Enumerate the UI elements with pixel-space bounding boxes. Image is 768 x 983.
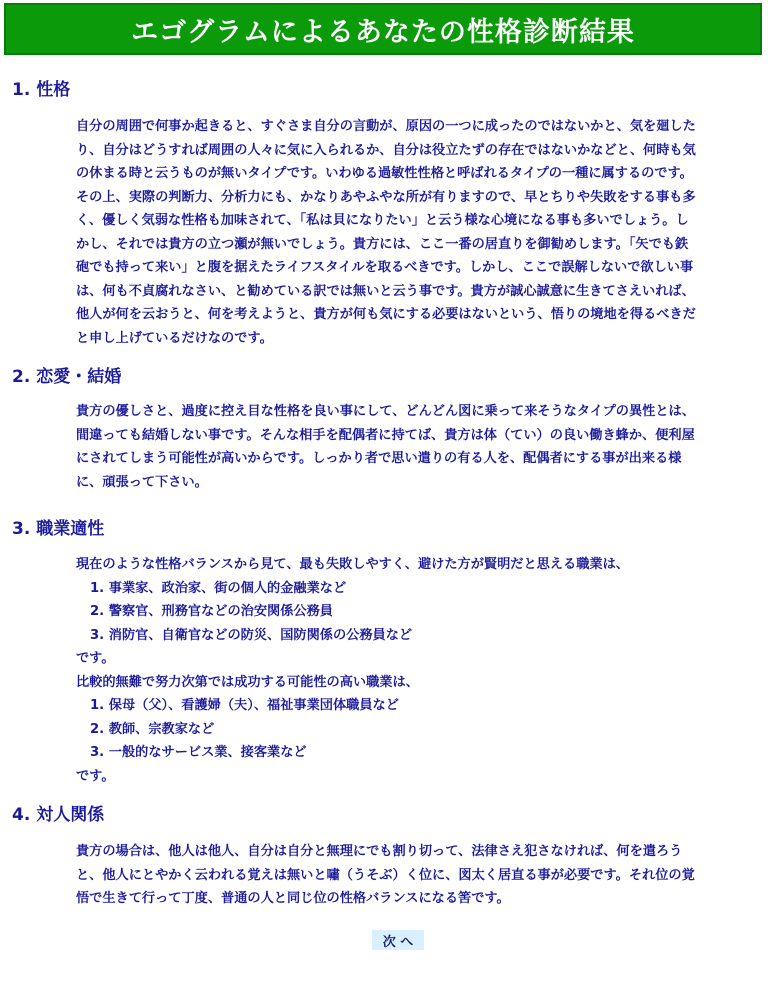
section-body-career [76, 553, 752, 788]
body-line: にされてしまう可能性が高いからです。しっかり者で思い遣りの有る人を、配偶者にする事が出来る様 [76, 451, 682, 466]
body-line: は、何も不貞腐れなさい、と勧めている訳では無いと云う事です。貴方が誠心誠意に生きてさえいれば、 [76, 283, 695, 299]
section-heading-personality: 1. 性格 [12, 80, 71, 100]
body-line: です。 [76, 651, 115, 666]
body-line: 貴方の場合は、他人は他人、自分は自分と無理にでも割り切って、法律さえ犯さなければ、何を遣ろう [76, 844, 683, 859]
body-line: 現在のような性格バランスから見て、最も失敗しやすく、避けた方が賢明だと思える職業は、 [76, 557, 629, 572]
next-button[interactable]: 次 へ [372, 930, 424, 950]
body-line: です。 [76, 768, 115, 784]
body-line: り、自分はどうすれば周囲の人々に気に入られるか、自分は役立たずの存在ではないかなどと、何時も気 [76, 142, 696, 158]
section-heading-love-marriage: 2. 恋愛・結婚 [12, 367, 122, 387]
body-line: 砲でも持って来い」と腹を据えたライフスタイルを取るべきです。しかし、ここで誤解しないで欲しい事 [76, 260, 694, 275]
section-body-relationships [76, 840, 752, 911]
body-line: く、優しく気弱な性格も加味されて、「私は貝になりたい」と云う様な心境になる事も多いでしょう。し [76, 213, 689, 228]
body-line: と、他人にとやかく云われる覚えは無いと嘯（うそぶ）く位に、図太く居直る事が必要です。それ位の覚 [76, 867, 695, 883]
title-bar [4, 3, 762, 55]
body-line: 間違っても結婚しない事です。そんな相手を配偶者に持てば、貴方は体（てい）の良い働き蜂か、便利屋 [76, 427, 695, 443]
list-item: 1. 保母（父）、看護婦（夫）、福祉事業団体職員など [90, 698, 399, 713]
page-title: エゴグラムによるあなたの性格診断結果 [131, 16, 635, 48]
body-line: の休まる時と云うものが無いタイプです。いわゆる過敏性性格と呼ばれるタイプの一種に属するのです。 [76, 166, 693, 181]
body-line: 貴方の優しさと、過度に控え目な性格を良い事にして、どんどん図に乗って来そうなタイプの異性とは、 [76, 404, 695, 419]
list-item: 2. 教師、宗教家など [90, 721, 215, 737]
list-item: 3. 消防官、自衛官などの防災、国防関係の公務員など [90, 627, 413, 643]
body-line: 他人が何を云おうと、何を考えようと、貴方が何も気にする必要はないという、悟りの境地を得るべきだ [76, 307, 696, 322]
body-line: 比較的無難で努力次第では成功する可能性の高い職業は、 [76, 674, 419, 690]
body-line: かし、それでは貴方の立つ瀬が無いでしょう。貴方には、ここ一番の居直りを御勧めします。「矢でも鉄 [76, 236, 689, 252]
body-line: 悟で生きて行って丁度、普通の人と同じ位の性格バランスになる筈です。 [76, 891, 510, 906]
body-line: 自分の周囲で何事か起きると、すぐさま自分の言動が、原因の一つに成ったのではないかと、気を廻した [76, 119, 696, 134]
section-body-personality [76, 115, 752, 350]
list-item: 1. 事業家、政治家、街の個人的金融業など [90, 580, 347, 596]
section-heading-relationships: 4. 対人関係 [12, 805, 105, 825]
section-body-love-marriage [76, 400, 752, 494]
body-line: に、頑張って下さい。 [76, 474, 208, 490]
body-line: その上、実際の判断力、分析力にも、かなりあやふやな所が有りますので、早とちりや失敗をする事も多 [76, 189, 696, 205]
list-item: 3. 一般的なサービス業、接客業など [90, 745, 307, 760]
body-line: と申し上げているだけなのです。 [76, 330, 273, 346]
list-item: 2. 警察官、刑務官などの治安関係公務員 [90, 604, 333, 619]
section-heading-career: 3. 職業適性 [12, 519, 105, 539]
